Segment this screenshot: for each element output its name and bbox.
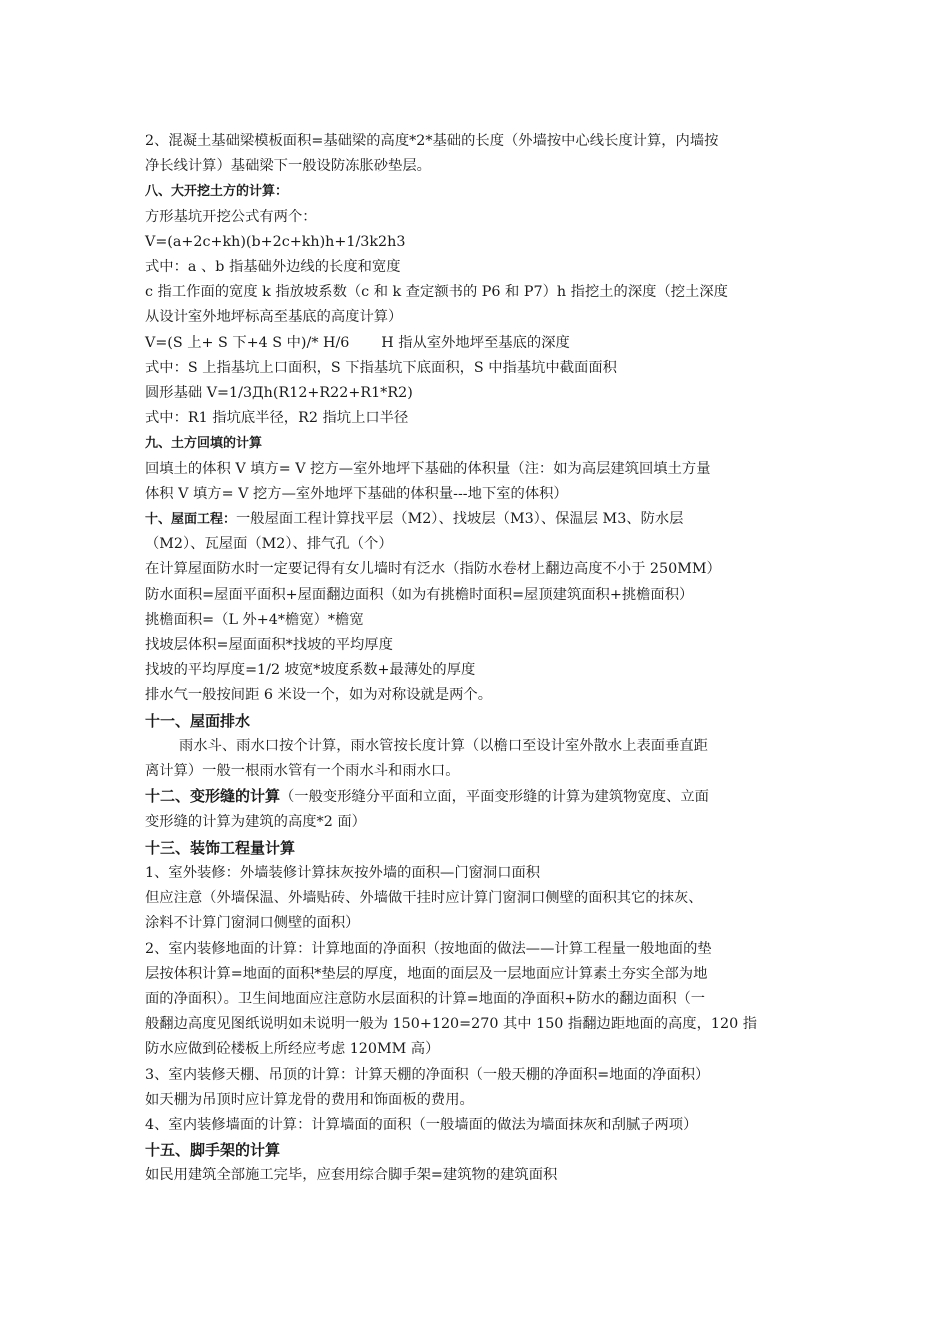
text-line: 1、室外装修：外墙装修计算抹灰按外墙的面积—门窗洞口面积: [145, 864, 541, 881]
text-line: 防水应做到砼楼板上所经应考虑 120MM 高）: [145, 1041, 440, 1058]
text-line: 4、室内装修墙面的计算：计算墙面的面积（一般墙面的做法为墙面抹灰和刮腻子两项）: [145, 1116, 698, 1133]
text-line: 2、室内装修地面的计算：计算地面的净面积（按地面的做法——计算工程量一般地面的垫: [145, 940, 712, 957]
text-line: 涂料不计算门窗洞口侧壁的面积）: [145, 915, 360, 932]
text-line: 如民用建筑全部施工完毕，应套用综合脚手架=建筑物的建筑面积: [145, 1167, 558, 1184]
text-line: 如天棚为吊顶时应计算龙骨的费用和饰面板的费用。: [145, 1091, 474, 1108]
text-line: 般翻边高度见图纸说明如未说明一般为 150+120=270 其中 150 指翻边距地面的高度，120 指: [145, 1016, 758, 1033]
text-line: 体积 V 填方= V 挖方—室外地坪下基础的体积量---地下室的体积）: [145, 485, 568, 502]
section-heading: 十、屋面工程：: [145, 512, 237, 528]
text-line: [145, 784, 820, 810]
text-line: 排水气一般按间距 6 米设一个，如为对称设就是两个。: [145, 687, 493, 704]
text-line: 净长线计算）基础梁下一般设防冻胀砂垫层。: [145, 158, 431, 175]
text-line: 离计算）一般一根雨水管有一个雨水斗和雨水口。: [145, 763, 460, 780]
section-heading: 八、大开挖土方的计算：: [145, 184, 289, 200]
text-line: 雨水斗、雨水口按个计算，雨水管按长度计算（以檐口至设计室外散水上表面垂直距: [179, 737, 708, 754]
text-line: 但应注意（外墙保温、外墙贴砖、外墙做干挂时应计算门窗洞口侧壁的面积其它的抹灰、: [145, 890, 703, 907]
text-line: 式中：a 、b 指基础外边线的长度和宽度: [145, 259, 401, 276]
text-line: （M2）、瓦屋面（M2）、排气孔（个）: [145, 536, 393, 553]
text-line: 面的净面积）。卫生间地面应注意防水层面积的计算=地面的净面积+防水的翻边面积（一: [145, 990, 706, 1007]
section-heading: 十五、脚手架的计算: [145, 1141, 281, 1160]
document-body: [145, 129, 820, 1189]
text-line: 层按体积计算=地面的面积*垫层的厚度，地面的面层及一层地面应计算素土夯实全部为地: [145, 965, 708, 982]
text-line: 在计算屋面防水时一定要记得有女儿墙时有泛水（指防水卷材上翻边高度不小于 250MM）: [145, 561, 721, 578]
text-line: 防水面积=屋面平面积+屋面翻边面积（如为有挑檐时面积=屋顶建筑面积+挑檐面积）: [145, 586, 694, 603]
text-line: 2、混凝土基础梁模板面积=基础梁的高度*2*基础的长度（外墙按中心线长度计算，内墙按: [145, 133, 719, 149]
formula-line: V=(S 上+ S 下+4 S 中)/* H/6 H 指从室外地坪至基底的深度: [145, 334, 570, 351]
formula-line: 圆形基础 V=1/3Дh(R12+R22+R1*R2): [145, 385, 413, 402]
section-heading: 十二、变形缝的计算: [145, 787, 281, 806]
text-line: 3、室内装修天棚、吊顶的计算：计算天棚的净面积（一般天棚的净面积=地面的净面积）: [145, 1066, 710, 1083]
text-line: 找坡的平均厚度=1/2 坡宽*坡度系数+最薄处的厚度: [145, 662, 476, 679]
text-line: 方形基坑开挖公式有两个：: [145, 208, 317, 225]
section-heading: 九、土方回填的计算: [145, 436, 263, 452]
text-line: c 指工作面的宽度 k 指放坡系数（c 和 k 查定额书的 P6 和 P7）h 指挖土的深度（挖土深度: [145, 284, 728, 301]
text-line: 找坡层体积=屋面面积*找坡的平均厚度: [145, 637, 393, 654]
section-heading: 十一、屋面排水: [145, 711, 251, 730]
inline-text: （一般变形缝分平面和立面，平面变形缝的计算为建筑物宽度、立面: [280, 789, 709, 806]
inline-text: 一般屋面工程计算找平层（M2）、找坡层（M3）、保温层 M3、防水层: [236, 511, 684, 528]
text-line: [145, 507, 820, 532]
text-line: 变形缝的计算为建筑的高度*2 面）: [145, 814, 366, 831]
text-line: 从设计室外地坪标高至基底的高度计算）: [145, 309, 403, 326]
text-line: 式中：R1 指坑底半径，R2 指坑上口半径: [145, 410, 409, 427]
section-heading: 十三、装饰工程量计算: [145, 838, 296, 857]
formula-line: V=(a+2c+kh)(b+2c+kh)h+1/3k2h3: [145, 233, 406, 250]
text-line: 式中：S 上指基坑上口面积，S 下指基坑下底面积，S 中指基坑中截面面积: [145, 359, 617, 376]
text-line: 挑檐面积=（L 外+4*檐宽）*檐宽: [145, 611, 364, 628]
text-line: 回填土的体积 V 填方= V 挖方—室外地坪下基础的体积量（注：如为高层建筑回填土方量: [145, 460, 711, 477]
